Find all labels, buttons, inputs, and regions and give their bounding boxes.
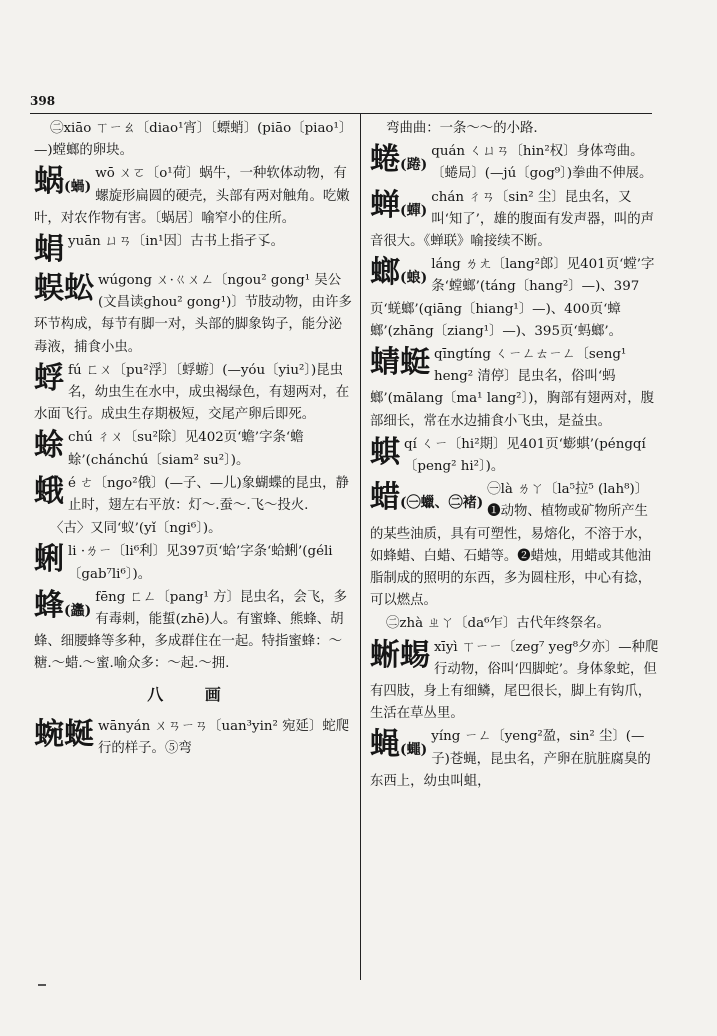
dictionary-entry [370,726,660,793]
dictionary-entry [34,427,352,471]
entry-definition: chán ㄔㄢ〔sin² 尘〕昆虫名，又叫‘知了’，雄的腹面有发声器，叫的声音很大。《蝉联》喻接续不断。 [370,189,655,250]
headword-character: 蜊 [34,542,64,578]
dictionary-entry [370,141,660,185]
headword-variant: (蟬) [400,202,428,219]
entry-headword [34,541,64,579]
entry-definition: quán ㄑㄩㄢ〔hin²权〕身体弯曲。〔蜷局〕(—jú〔gog⁹〕)拳曲不伸展。 [431,144,653,182]
dictionary-entry [34,587,352,676]
entry-sense: 〈古〉又同‘蚁’(yǐ〔ngi⁶〕)。 [50,521,222,537]
entry-headword [370,344,430,382]
entry-headword [34,270,94,308]
dictionary-entry [370,254,660,343]
entry-definition: fú ㄈㄨ〔pu²浮〕〔蜉蝣〕(—yóu〔yiu²〕)昆虫名，幼虫生在水中，成虫褐绿色，有翅两对，在水面飞行。成虫生存期极短，交尾产卵后即死。 [34,362,350,423]
headword-character: 蜻蜓 [370,345,430,381]
headword-character: 蜈蚣 [34,271,94,307]
headword-variant: (蜋) [400,270,428,287]
entry-headword [34,427,64,465]
entry-headword [370,434,400,472]
page-number: 398 [30,94,56,108]
headword-character: 蜎 [34,232,64,268]
entry-definition: é ㄜ〔ngo²俄〕(—子、—儿)象蝴蝶的昆虫，静止时，翅左右平放：灯～.蚕～.飞～投火. [68,475,349,514]
entry-headword [34,163,91,206]
headword-character: 蜞 [370,434,400,470]
entry-definition: láng ㄌㄤ〔lang²郎〕见401页‘螳’字条‘螳螂’(táng〔hang²〕—)、397页‘蜣螂’(qiāng〔hiang¹〕—)、400页‘蟑螂’(zhāng〔ziang¹〕—)、395页‘蚂螂’。 [370,257,655,339]
entry-headword [34,716,94,754]
headword-variant: (㊀蠟、㊁褚) [400,495,484,512]
headword-character: 蝉 [370,187,400,223]
left-column [34,118,352,980]
entry-definition: li ·ㄌㄧ〔li⁶利〕见397页‘蛤’字条‘蛤蜊’(géli〔gab⁷li⁶〕)。 [68,544,333,582]
dictionary-entry [34,270,352,359]
dictionary-entry [34,231,352,269]
entry-sense: 弯曲曲：一条～～的小路. [386,121,538,136]
headword-variant: (踡) [400,157,428,174]
entry-definition: yuān ㄩㄢ〔in¹因〕古书上指孑孓。 [68,234,285,250]
entry-definition: fēng ㄈㄥ〔pang¹ 方〕昆虫名，会飞，多有毒刺，能蜇(zhē)人。有蜜蜂、熊蜂、胡蜂、细腰蜂等多种，多成群住在一起。特指蜜蜂：～糖.～蜡.～蜜.喻众多：～起.～拥. [34,589,348,672]
headword-variant: (蠭) [64,602,92,619]
entry-headword [370,187,427,230]
dictionary-entry [370,344,660,433]
dictionary-entry [34,360,352,427]
header-rule [30,113,652,114]
entry-headword [370,254,427,297]
headword-character: 蝇 [370,727,400,763]
entry-definition: yíng ㄧㄥ〔yeng²盈，sin² 尘〕(—子)苍蝇，昆虫名，产卵在肮脏腐臭的东西上，幼虫叫蛆， [370,729,651,789]
entry-definition: qīngtíng ㄑㄧㄥㄊㄧㄥ〔seng¹ heng² 清停〕昆虫名，俗叫‘蚂螂’(mālang〔ma¹ lang²〕)，胸部有翅两对，腹部细长，常在水边捕食小飞虫，是益虫。 [370,347,654,429]
headword-variant: (蝸) [64,179,92,196]
stroke-count-heading: 八 画 [147,684,239,704]
entry-definition: chú ㄔㄨ〔su²除〕见402页‘蟾’字条‘蟾蜍’(chánchú〔siam² su²〕)。 [68,430,304,468]
scan-artifact-mark [38,984,46,986]
headword-character: 蜷 [370,142,400,178]
entry-headword [370,141,427,184]
dictionary-entry [34,163,352,230]
headword-character: 蜍 [34,428,64,464]
dictionary-entry [34,473,352,517]
dictionary-entry [34,716,352,760]
entry-sense: ㊁xiāo ㄒㄧㄠ〔diao¹宵〕〔螵蛸〕(piāo〔piao¹〕—)螳螂的卵块。 [34,121,346,159]
entry-definition: ㊀là ㄌㄚ〔la⁵拉⁵ (lah⁸)〕❶动物、植物或矿物所产生的某些油质，具有可塑性，易熔化，不溶于水，如蜂蜡、白蜡、石蜡等。❷蜡烛，用蜡或其他油脂制成的照明的东西，多为圆柱形，中心有捻，可以燃点。 [370,482,652,609]
dictionary-entry [370,434,660,478]
headword-variant: (蠅) [400,742,428,759]
dictionary-entry [34,541,352,585]
entry-definition: wō ㄨㄛ〔o¹荷〕蜗牛，一种软体动物，有螺旋形扁圆的硬壳，头部有两对触角。吃嫩叶，对农作物有害。〔蜗居〕喻窄小的住所。 [34,166,350,226]
right-column [370,118,660,980]
headword-character: 螂 [370,255,400,291]
headword-character: 蜥蜴 [370,637,430,673]
entry-headword [34,473,64,511]
entry-headword [370,637,430,675]
headword-character: 蜂 [34,587,64,623]
entry-headword [34,587,91,630]
entry-headword [34,231,64,269]
entry-definition: xīyì ㄒㄧㄧ〔zeg⁷ yeg⁸夕亦〕—种爬行动物，俗叫‘四脚蛇’。身体象蛇，但有四肢，身上有细鳞，尾巴很长，脚上有钩爪，生活在草丛里。 [370,639,659,722]
headword-character: 蜗 [34,164,64,200]
headword-character: 蜡 [370,480,400,516]
entry-headword [34,360,64,398]
entry-headword [370,479,483,522]
entry-sense: ㊁zhà ㄓㄚ〔da⁶乍〕古代年终祭名。 [386,616,610,632]
headword-character: 蛾 [34,473,64,509]
headword-character: 蜿蜒 [34,716,94,752]
headword-character: 蜉 [34,360,64,396]
entry-headword [370,726,427,769]
dictionary-entry [370,637,660,726]
entry-definition: wúgong ㄨ·ㄍㄨㄥ〔ngou² gong¹ 吴公(文昌读ghou² gong¹)〕节肢动物，由许多环节构成，每节有脚一对，头部的脚象钩子，能分泌毒液，捕食小虫。 [34,273,352,355]
dictionary-entry [370,187,660,254]
entry-definition: wānyán ㄨㄢㄧㄢ〔uan³yin² 宛延〕蛇爬行的样子。⑤弯 [98,718,350,757]
entry-definition: qí ㄑㄧ〔hi²期〕见401页‘蟛蜞’(péngqí〔peng² hi²〕)。 [404,436,646,475]
dictionary-entry [370,479,660,612]
column-divider [360,114,361,980]
